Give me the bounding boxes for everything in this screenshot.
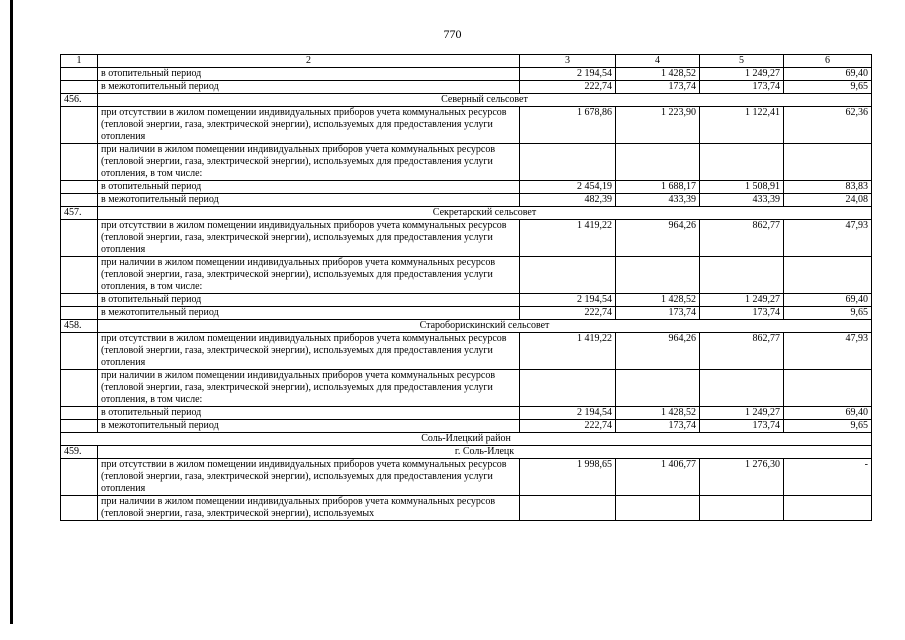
row-label: в отопительный период <box>98 407 520 420</box>
table-row <box>61 370 872 407</box>
table-row: в отопительный период 2 194,54 1 428,52 1 249,27 69,40 <box>61 68 872 81</box>
table-row: в межотопительный период 222,74 173,74 173,74 9,65 <box>61 420 872 433</box>
table-row: при отсутствии в жилом помещении индивидуальных приборов учета коммунальных ресурсов (тепловой энергии, газа, электрической энергии), используемых для предоставления услуги отопления 1 419,22 964,26 862,77 47,93 <box>61 333 872 370</box>
row-label: в отопительный период <box>98 68 520 81</box>
header-col-5: 5 <box>700 55 784 68</box>
row-label: при отсутствии в жилом помещении индивидуальных приборов учета коммунальных ресурсов (тепловой энергии, газа, электрической энергии), используемых для предоставления услуги отопления <box>98 220 520 257</box>
section-number: 457. <box>61 207 98 220</box>
district-row <box>61 433 872 446</box>
row-label: в межотопительный период <box>98 194 520 207</box>
row-label: в межотопительный период <box>98 307 520 320</box>
row-label: при отсутствии в жилом помещении индивидуальных приборов учета коммунальных ресурсов (тепловой энергии, газа, электрической энергии), используемых для предоставления услуги отопления <box>98 107 520 144</box>
section-title: Староборискинский сельсовет <box>98 320 872 333</box>
table-row <box>61 144 872 181</box>
row-label: в межотопительный период <box>98 81 520 94</box>
header-col-3: 3 <box>520 55 616 68</box>
row-label: при отсутствии в жилом помещении индивидуальных приборов учета коммунальных ресурсов (тепловой энергии, газа, электрической энергии), используемых для предоставления услуги отопления <box>98 333 520 370</box>
section-title: Секретарский сельсовет <box>98 207 872 220</box>
row-label: при наличии в жилом помещении индивидуальных приборов учета коммунальных ресурсов (тепловой энергии, газа, электрической энергии), используемых для предоставления услуги отопления, в том числе: <box>98 144 520 181</box>
section-title: г. Соль-Илецк <box>98 446 872 459</box>
table-row: в отопительный период 2 454,19 1 688,17 1 508,91 83,83 <box>61 181 872 194</box>
section-header-row <box>61 320 872 333</box>
header-col-2: 2 <box>98 55 520 68</box>
table-row: в отопительный период 2 194,54 1 428,52 1 249,27 69,40 <box>61 407 872 420</box>
table-row: при отсутствии в жилом помещении индивидуальных приборов учета коммунальных ресурсов (тепловой энергии, газа, электрической энергии), используемых для предоставления услуги отопления 1 998,65 1 406,77 1 276,30 - <box>61 459 872 496</box>
table-row: в межотопительный период 222,74 173,74 173,74 9,65 <box>61 307 872 320</box>
section-title: Северный сельсовет <box>98 94 872 107</box>
section-number: 459. <box>61 446 98 459</box>
table-row: в межотопительный период 222,74 173,74 173,74 9,65 <box>61 81 872 94</box>
header-col-4: 4 <box>616 55 700 68</box>
table-row: в отопительный период 2 194,54 1 428,52 1 249,27 69,40 <box>61 294 872 307</box>
table-row: в межотопительный период 482,39 433,39 433,39 24,08 <box>61 194 872 207</box>
row-label: в отопительный период <box>98 181 520 194</box>
row-label: при отсутствии в жилом помещении индивидуальных приборов учета коммунальных ресурсов (тепловой энергии, газа, электрической энергии), используемых для предоставления услуги отопления <box>98 459 520 496</box>
row-label: при наличии в жилом помещении индивидуальных приборов учета коммунальных ресурсов (тепловой энергии, газа, электрической энергии), используемых для предоставления услуги отопления, в том числе: <box>98 370 520 407</box>
header-col-6: 6 <box>784 55 872 68</box>
header-col-1: 1 <box>61 55 98 68</box>
district-title: Соль-Илецкий район <box>61 433 872 446</box>
table-row <box>61 496 872 521</box>
row-label: при наличии в жилом помещении индивидуальных приборов учета коммунальных ресурсов (тепловой энергии, газа, электрической энергии), используемых <box>98 496 520 521</box>
page-number: 770 <box>443 27 462 41</box>
section-number: 456. <box>61 94 98 107</box>
row-label: при наличии в жилом помещении индивидуальных приборов учета коммунальных ресурсов (тепловой энергии, газа, электрической энергии), используемых для предоставления услуги отопления, в том числе: <box>98 257 520 294</box>
table-row: при отсутствии в жилом помещении индивидуальных приборов учета коммунальных ресурсов (тепловой энергии, газа, электрической энергии), используемых для предоставления услуги отопления 1 419,22 964,26 862,77 47,93 <box>61 220 872 257</box>
table-header-row <box>61 55 872 68</box>
section-number: 458. <box>61 320 98 333</box>
table-row <box>61 257 872 294</box>
section-header-row <box>61 94 872 107</box>
tariff-table <box>60 54 872 521</box>
section-header-row <box>61 446 872 459</box>
section-header-row <box>61 207 872 220</box>
table-row: при отсутствии в жилом помещении индивидуальных приборов учета коммунальных ресурсов (тепловой энергии, газа, электрической энергии), используемых для предоставления услуги отопления 1 678,86 1 223,90 1 122,41 62,36 <box>61 107 872 144</box>
page-edge-bar <box>10 0 13 624</box>
row-label: в межотопительный период <box>98 420 520 433</box>
row-label: в отопительный период <box>98 294 520 307</box>
